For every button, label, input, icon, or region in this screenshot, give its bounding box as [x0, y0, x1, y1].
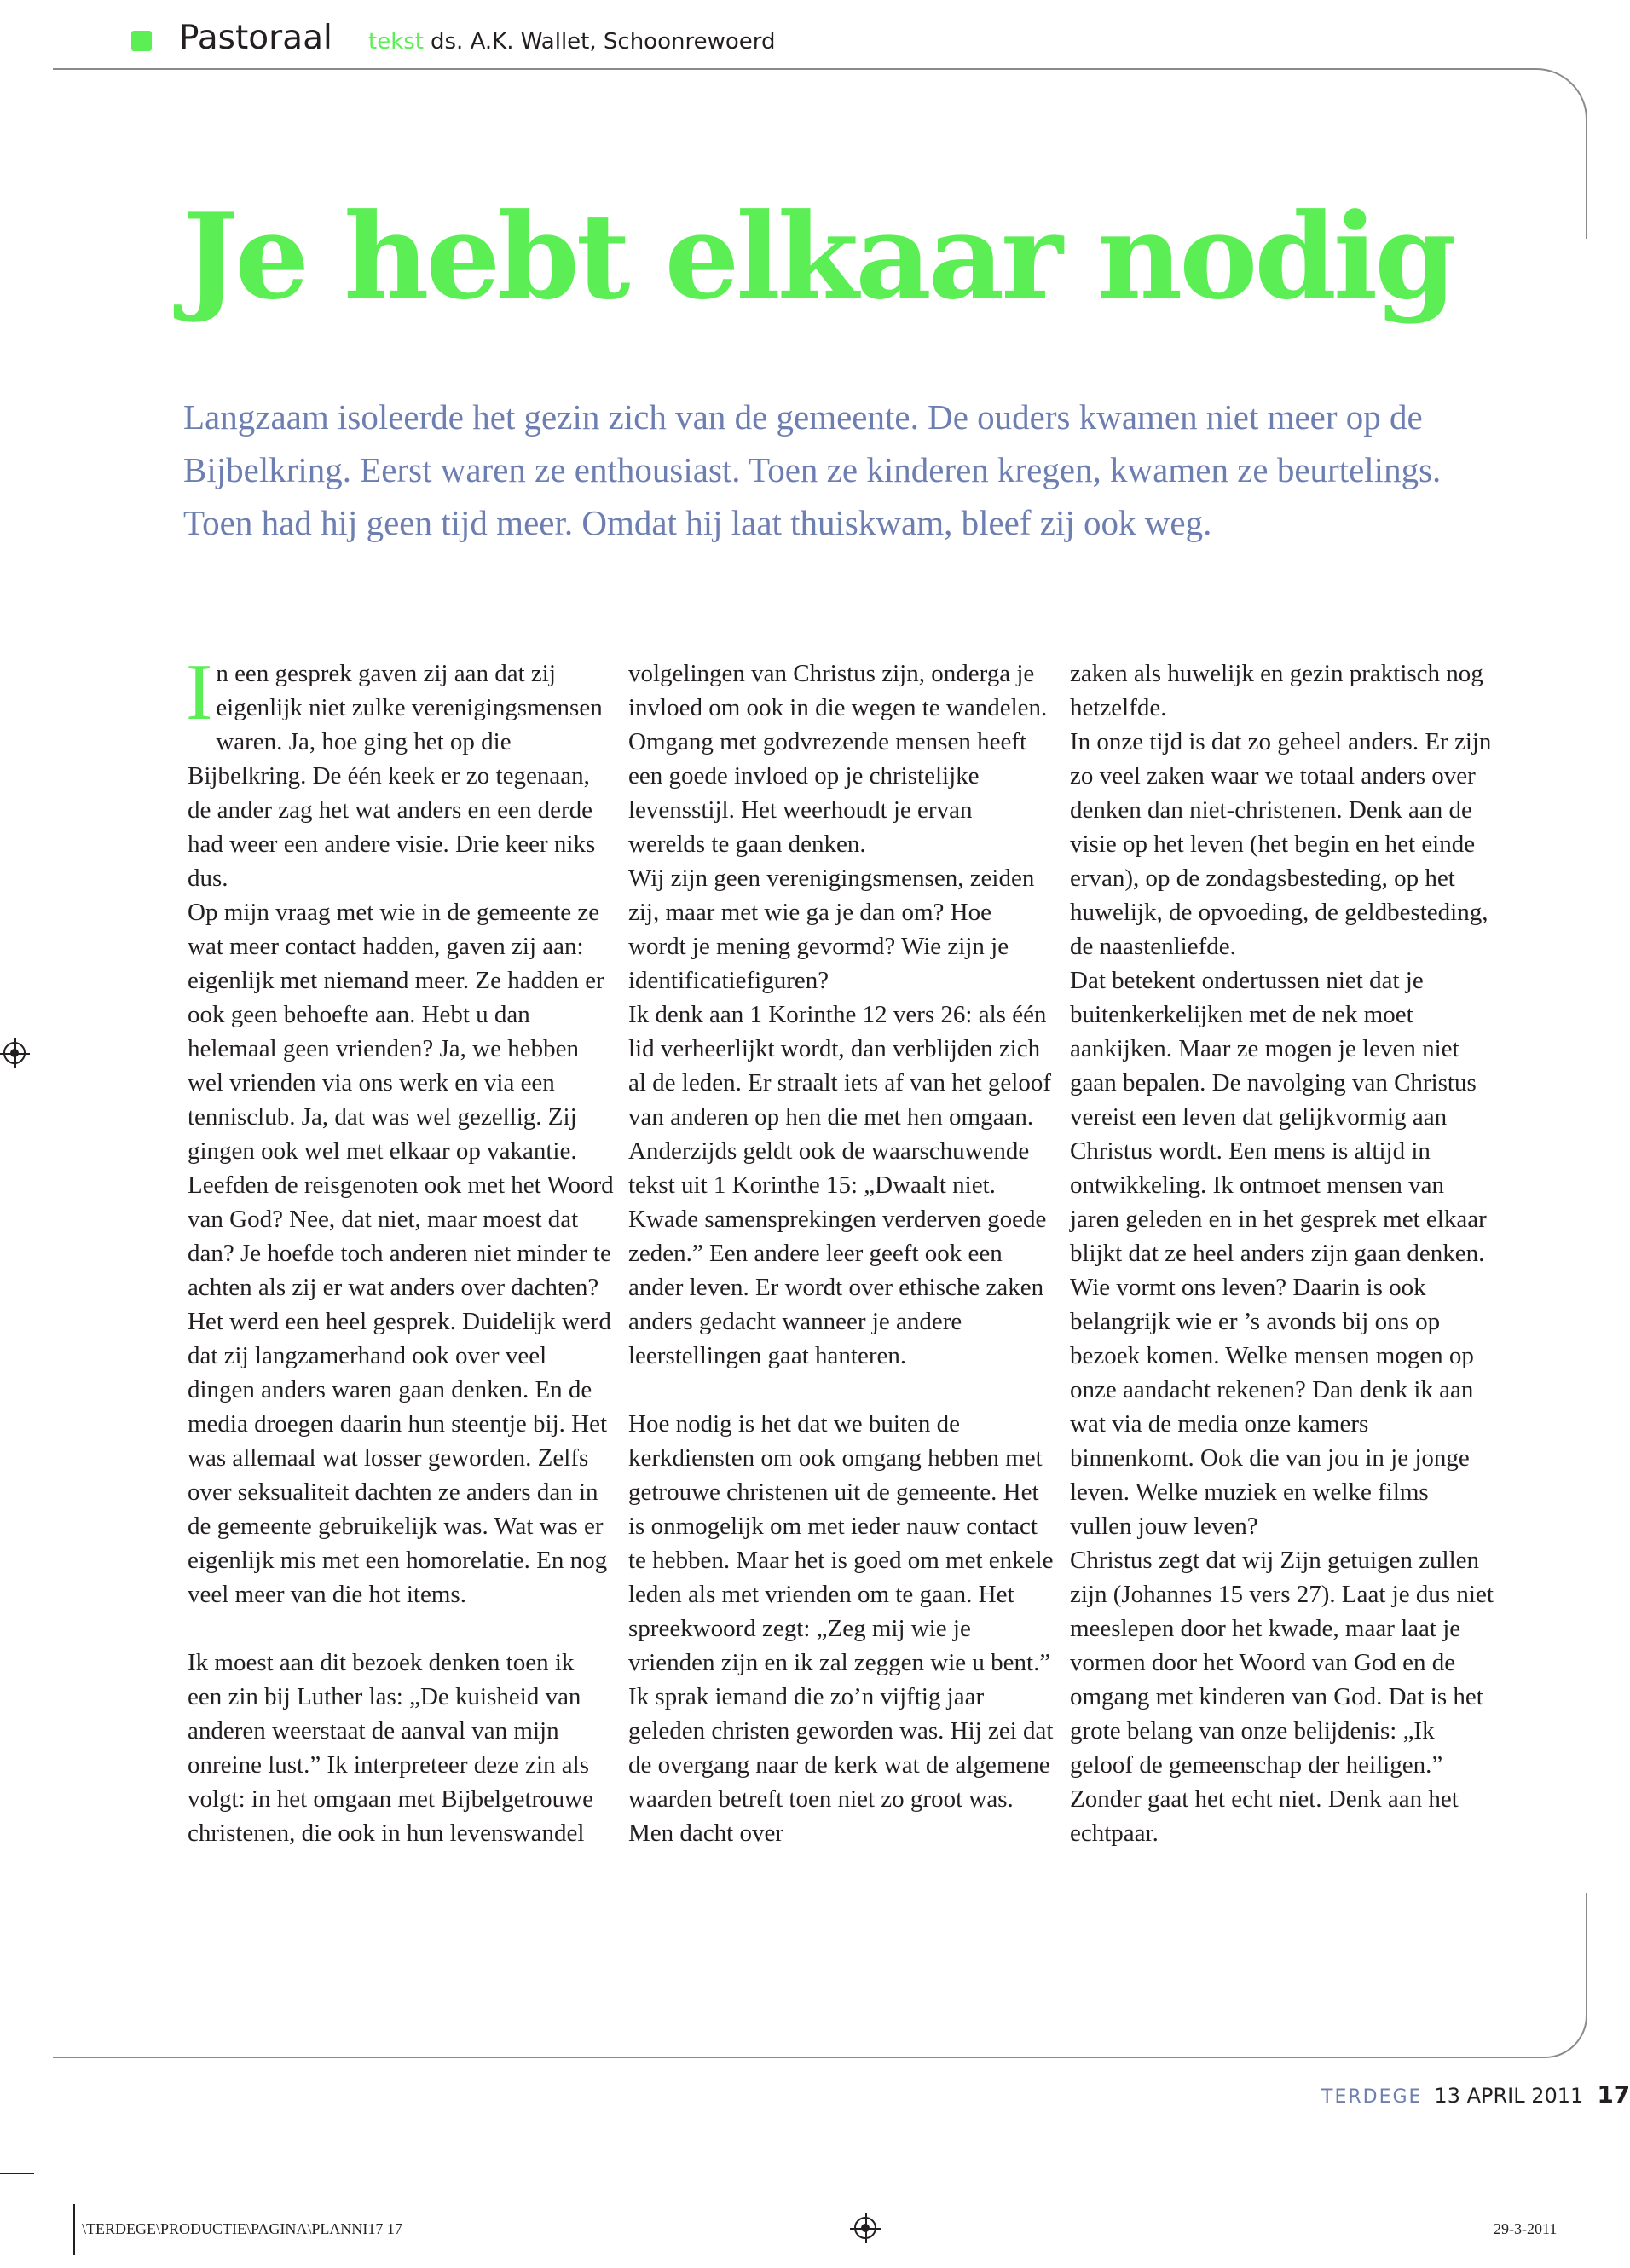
paragraph: Hoe nodig is het dat we buiten de kerkdiensten om ook omgang hebben met getrouwe christenen uit de gemeente. Het is onmogelijk om met ieder nauw contact te hebben. Maar het is goed om met enkele leden als met vrienden om te gaan. Het spreekwoord zegt: „Zeg mij wie je vrienden zijn en ik zal zeggen wie u bent.”: [628, 1410, 1054, 1676]
page-frame-bottom: [53, 1893, 1587, 2058]
text-column-2: [628, 657, 1055, 1850]
paragraph: Dat betekent ondertussen niet dat je buitenkerkelijken met de nek moet aankijken. Maar ze mogen je leven niet gaan bepalen. De navolging van Christus vereist een leven dat gelijkvormig aan Christus wordt. Een mens is altijd in ontwikkeling. Ik ontmoet mensen van jaren geleden en in het gesprek met elkaar blijkt dat ze heel anders zijn gaan denken.: [1070, 967, 1487, 1267]
slug-date: 29-3-2011: [1494, 2220, 1558, 2237]
author-name: ds. A.K. Wallet, Schoonrewoerd: [431, 29, 776, 55]
article-intro: Langzaam isoleerde het gezin zich van de gemeente. De ouders kwamen niet meer op de Bijbelkring. Eerst waren ze enthousiast. Toen ze kinderen kregen, kwamen ze beurtelings. Toen had hij geen tijd meer. Omdat hij laat thuiskwam, bleef zij ook weg.: [183, 397, 1442, 542]
page-folio: [1321, 2080, 1630, 2109]
issue-date: 13 APRIL 2011: [1434, 2084, 1584, 2108]
crop-mark: [0, 2173, 34, 2174]
paragraph: Op mijn vraag met wie in de gemeente ze wat meer contact hadden, gaven zij aan: eigenlijk met niemand meer. Ze hadden er ook geen behoefte aan. Hebt u dan helemaal geen vrienden? Ja, we hebben wel vrienden via ons werk en via een tennisclub. Ja, dat was wel gezellig. Zij gingen ook wel met elkaar op vakantie. Leefden de reisgenoten ook met het Woord van God? Nee, dat niet, maar moest dat dan? Je hoefde toch anderen niet minder te achten als zij er wat anders over dachten? Het werd een heel gesprek. Duidelijk werd dat zij langzamerhand ook over veel dingen anders waren gaan denken. En de media droegen daarin hun steentje bij. Het was allemaal wat losser geworden. Zelfs over seksualiteit dachten ze anders dan in de gemeente gebruikelijk was. Wat was er eigenlijk mis met een homorelatie. En nog veel meer van die hot items.: [188, 899, 614, 1608]
paragraph: In een gesprek gaven zij aan dat zij eigenlijk niet zulke verenigingsmensen waren. Ja, hoe ging het op die Bijbelkring. De één keek er zo tegenaan, de ander zag het wat anders en een derde had weer een andere visie. Drie keer niks dus.: [186, 648, 603, 892]
registration-mark-icon: [3, 1042, 26, 1064]
paragraph: Ik sprak iemand die zo’n vijftig jaar geleden christen geworden was. Hij zei dat de overgang naar de kerk wat de algemene waarden betreft toen niet zo groot was. Men dacht over: [628, 1683, 1054, 1847]
paragraph: Omgang met godvrezende mensen heeft een goede invloed op je christelijke levensstijl. Het weerhoudt je ervan werelds te gaan denken.: [628, 728, 1027, 858]
paragraph: Wij zijn geen verenigingsmensen, zeiden zij, maar met wie ga je dan om? Hoe wordt je mening gevormd? Wie zijn je identificatiefiguren?: [628, 865, 1035, 994]
text-column-1: [186, 648, 614, 1850]
paragraph: volgelingen van Christus zijn, onderga je invloed om ook in die wegen te wandelen.: [628, 660, 1048, 721]
drop-cap: I: [186, 648, 213, 737]
paragraph: Ik moest aan dit bezoek denken toen ik een zin bij Luther las: „De kuisheid van anderen weerstaat de aanval van mijn onreine lust.” Ik interpreteer deze zin als volgt: in het omgaan met Bijbelgetrouwe christenen, die ook in hun levenswandel: [188, 1649, 593, 1847]
paragraph: zaken als huwelijk en gezin praktisch nog hetzelfde.: [1070, 660, 1483, 721]
paragraph: Ik denk aan 1 Korinthe 12 vers 26: als één lid verheerlijkt wordt, dan verblijden zich al de leden. Er straalt iets af van het geloof van anderen op hen die met hen omgaan. Anderzijds geldt ook de waarschuwende tekst uit 1 Korinthe 15: „Dwaalt niet. Kwade samensprekingen verderven goede zeden.” Een andere leer geeft ook een ander leven. Er wordt over ethische zaken anders gedacht wanneer je andere leerstellingen gaat hanteren.: [628, 1001, 1052, 1369]
registration-mark-icon: [854, 2217, 876, 2239]
section-marker: [131, 31, 152, 51]
author-credit: [368, 29, 776, 55]
slug-path: \TERDEGE\PRODUCTIE\PAGINA\PLANNI17 17: [82, 2220, 402, 2237]
paragraph: Wie vormt ons leven? Daarin is ook belangrijk wie er ’s avonds bij ons op bezoek komen. Welke mensen mogen op onze aandacht rekenen? Dan denk ik aan wat via de media onze kamers binnenkomt. Ook die van jou in je jonge leven. Welke muziek en welke films vullen jouw leven?: [1070, 1274, 1474, 1540]
article-title: Je hebt elkaar nodig: [182, 187, 1454, 326]
paragraph: In onze tijd is dat zo geheel anders. Er zijn zo veel zaken waar we totaal anders over denken dan niet-christenen. Denk aan de visie op het leven (het begin en het einde ervan), op de zondagsbesteding, op het huwelijk, de opvoeding, de geldbesteding, de naastenliefde.: [1070, 728, 1492, 960]
paragraph: Christus zegt dat wij Zijn getuigen zullen zijn (Johannes 15 vers 27). Laat je dus niet meeslepen door het kwade, maar laat je vormen door het Woord van God en de omgang met kinderen van God. Dat is het grote belang van onze belijdenis: „Ik geloof de gemeenschap der heiligen.” Zonder gaat het echt niet. Denk aan het echtpaar.: [1070, 1547, 1494, 1847]
text-column-3: [1070, 657, 1496, 1850]
credit-label: tekst: [368, 29, 424, 55]
page-number: 17: [1597, 2080, 1630, 2109]
magazine-name: TERDEGE: [1321, 2086, 1423, 2108]
section-label: Pastoraal: [179, 19, 332, 57]
crop-mark: [73, 2204, 75, 2255]
